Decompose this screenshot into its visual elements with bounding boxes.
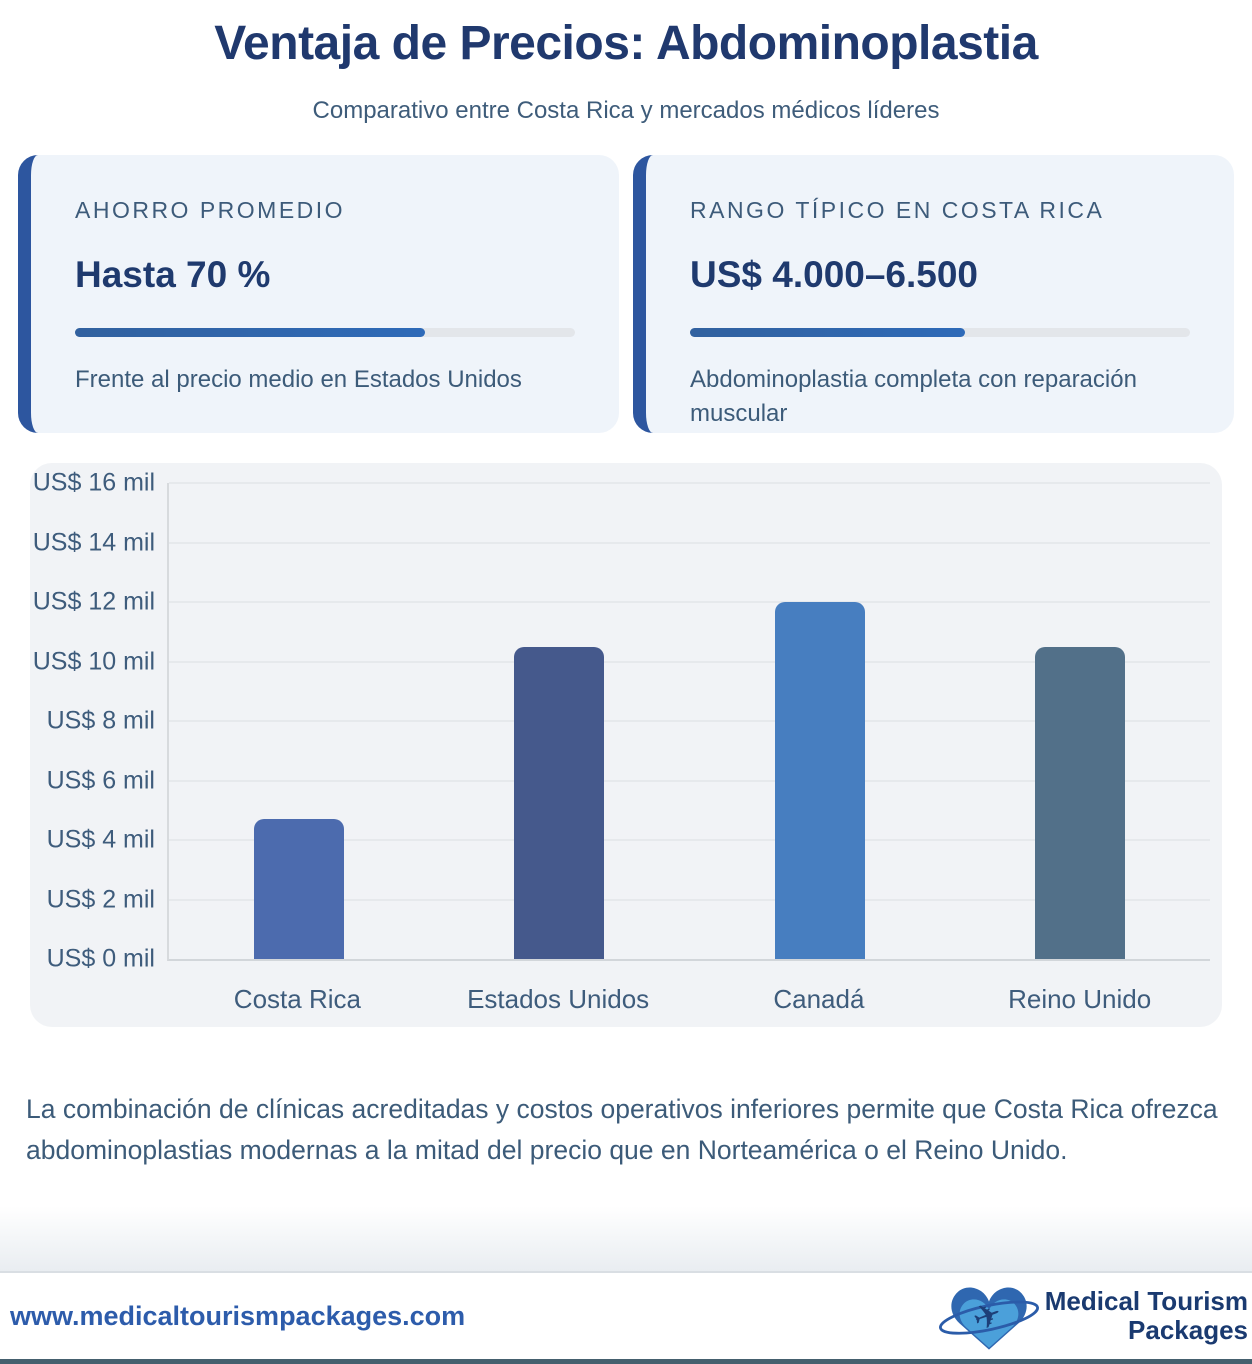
bottom-accent-bar	[0, 1359, 1252, 1364]
stat-card-price-range	[633, 155, 1234, 433]
plane-icon: ✈	[967, 1294, 1007, 1340]
heart-plane-logo-icon	[937, 1275, 1041, 1357]
bar-costa-rica	[254, 819, 344, 959]
y-axis-label: US$ 0 mil	[46, 944, 155, 973]
y-axis-label: US$ 8 mil	[46, 706, 155, 735]
y-axis-label: US$ 14 mil	[32, 528, 155, 556]
plot-area	[32, 468, 1210, 973]
footer	[0, 1271, 1252, 1359]
stat-card-savings	[18, 155, 619, 433]
stat-card-label: RANGO TÍPICO EN COSTA RICA	[690, 197, 1105, 223]
x-axis-label: Canadá	[773, 984, 865, 1014]
stat-card-label: AHORRO PROMEDIO	[75, 197, 346, 223]
chart-panel	[30, 463, 1222, 1027]
progress-fill	[690, 328, 965, 337]
x-axis-label: Reino Unido	[1008, 984, 1152, 1014]
bar-estados-unidos	[514, 647, 604, 959]
medical-tourism-logo	[937, 1275, 1248, 1357]
stat-card-value: US$ 4.000–6.500	[690, 254, 979, 295]
y-axis-label: US$ 2 mil	[46, 885, 155, 913]
x-axis-label: Costa Rica	[233, 984, 361, 1014]
bar-reino-unido	[1035, 647, 1125, 959]
stat-card-description: Frente al precio medio en Estados Unidos	[75, 366, 522, 393]
page-subtitle: Comparativo entre Costa Rica y mercados médicos líderes	[312, 97, 940, 124]
progress-bar	[690, 328, 1190, 337]
summary-note: La combinación de clínicas acreditadas y costos operativos inferiores permite que Costa Rica ofrezca abdominoplastias modernas a la mitad del precio que en Norteamérica o el Reino Unido.	[26, 1094, 1218, 1166]
gridline	[169, 542, 1210, 544]
bar-canad-	[775, 602, 865, 959]
progress-fill	[75, 328, 425, 337]
gridline	[169, 482, 1210, 484]
logo-line2: Packages	[1128, 1315, 1248, 1345]
page-title: Ventaja de Precios: Abdominoplastia	[214, 17, 1038, 70]
website-link[interactable]: www.medicaltourismpackages.com	[10, 1300, 466, 1331]
y-axis-label: US$ 12 mil	[32, 587, 155, 616]
stat-cards-row	[18, 155, 1234, 433]
footer-gradient	[0, 1171, 1252, 1271]
y-axis-label: US$ 10 mil	[32, 647, 155, 675]
progress-bar	[75, 328, 575, 337]
y-axis-label: US$ 6 mil	[46, 766, 155, 794]
x-axis-labels	[167, 984, 1210, 1015]
y-axis-label: US$ 16 mil	[32, 468, 155, 497]
stat-card-value: Hasta 70 %	[75, 254, 271, 295]
gridline	[169, 601, 1210, 603]
logo-wordmark	[1045, 1287, 1248, 1344]
y-axis-label: US$ 4 mil	[46, 825, 155, 854]
x-axis-label: Estados Unidos	[467, 984, 650, 1014]
stat-card-description: Abdominoplastia completa con reparación muscular	[690, 366, 1137, 428]
logo-line1: Medical Tourism	[1044, 1286, 1248, 1317]
